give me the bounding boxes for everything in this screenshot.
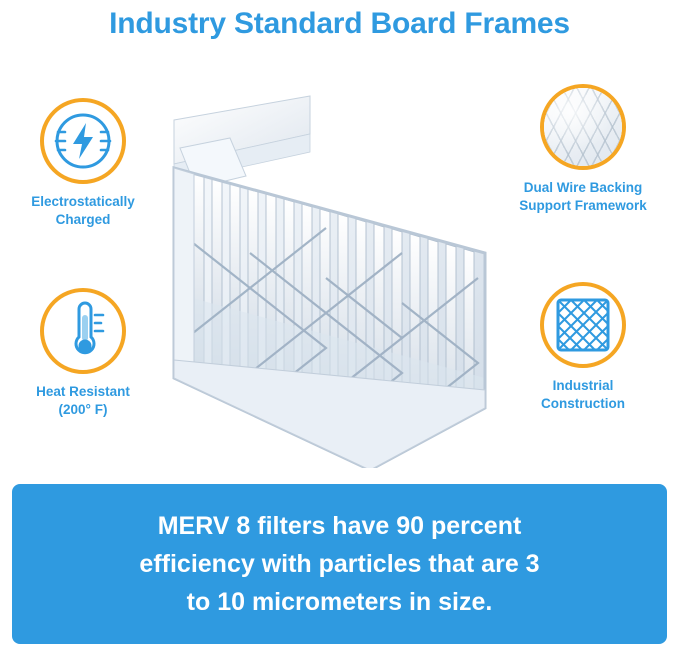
feature-caption-line1: Industrial (552, 378, 614, 393)
feature-electrostatically-charged (8, 98, 158, 229)
filter-illustration (160, 78, 510, 468)
feature-dual-wire-backing (508, 84, 658, 215)
feature-caption-line2: Construction (541, 396, 625, 411)
feature-caption-line1: Electrostatically (31, 194, 135, 209)
feature-caption (508, 179, 658, 215)
banner-line-3: to 10 micrometers in size. (186, 588, 493, 616)
feature-caption-line1: Dual Wire Backing (523, 180, 643, 195)
feature-icon-circle (540, 84, 626, 170)
feature-caption-line2: Charged (55, 212, 111, 227)
feature-caption (508, 377, 658, 413)
merv-rating-banner (12, 484, 667, 644)
mesh-panel-icon (554, 296, 612, 354)
feature-industrial-construction (508, 282, 658, 413)
feature-caption-line1: Heat Resistant (36, 384, 130, 399)
banner-line-2: efficiency with particles that are 3 (139, 550, 540, 578)
feature-icon-circle (40, 98, 126, 184)
thermometer-icon (55, 301, 111, 361)
product-image (160, 78, 510, 468)
feature-caption-line2: Support Framework (519, 198, 647, 213)
feature-caption (8, 193, 158, 229)
page-title: Industry Standard Board Frames (109, 7, 570, 40)
lightning-bolt-icon (53, 111, 113, 171)
feature-caption-line2: (200° F) (58, 402, 108, 417)
wire-mesh-photo-icon (544, 88, 622, 166)
banner-line-1: MERV 8 filters have 90 percent (157, 512, 522, 540)
feature-caption (8, 383, 158, 419)
feature-icon-circle (40, 288, 126, 374)
banner-text (115, 507, 563, 621)
feature-heat-resistant (8, 288, 158, 419)
feature-icon-circle (540, 282, 626, 368)
